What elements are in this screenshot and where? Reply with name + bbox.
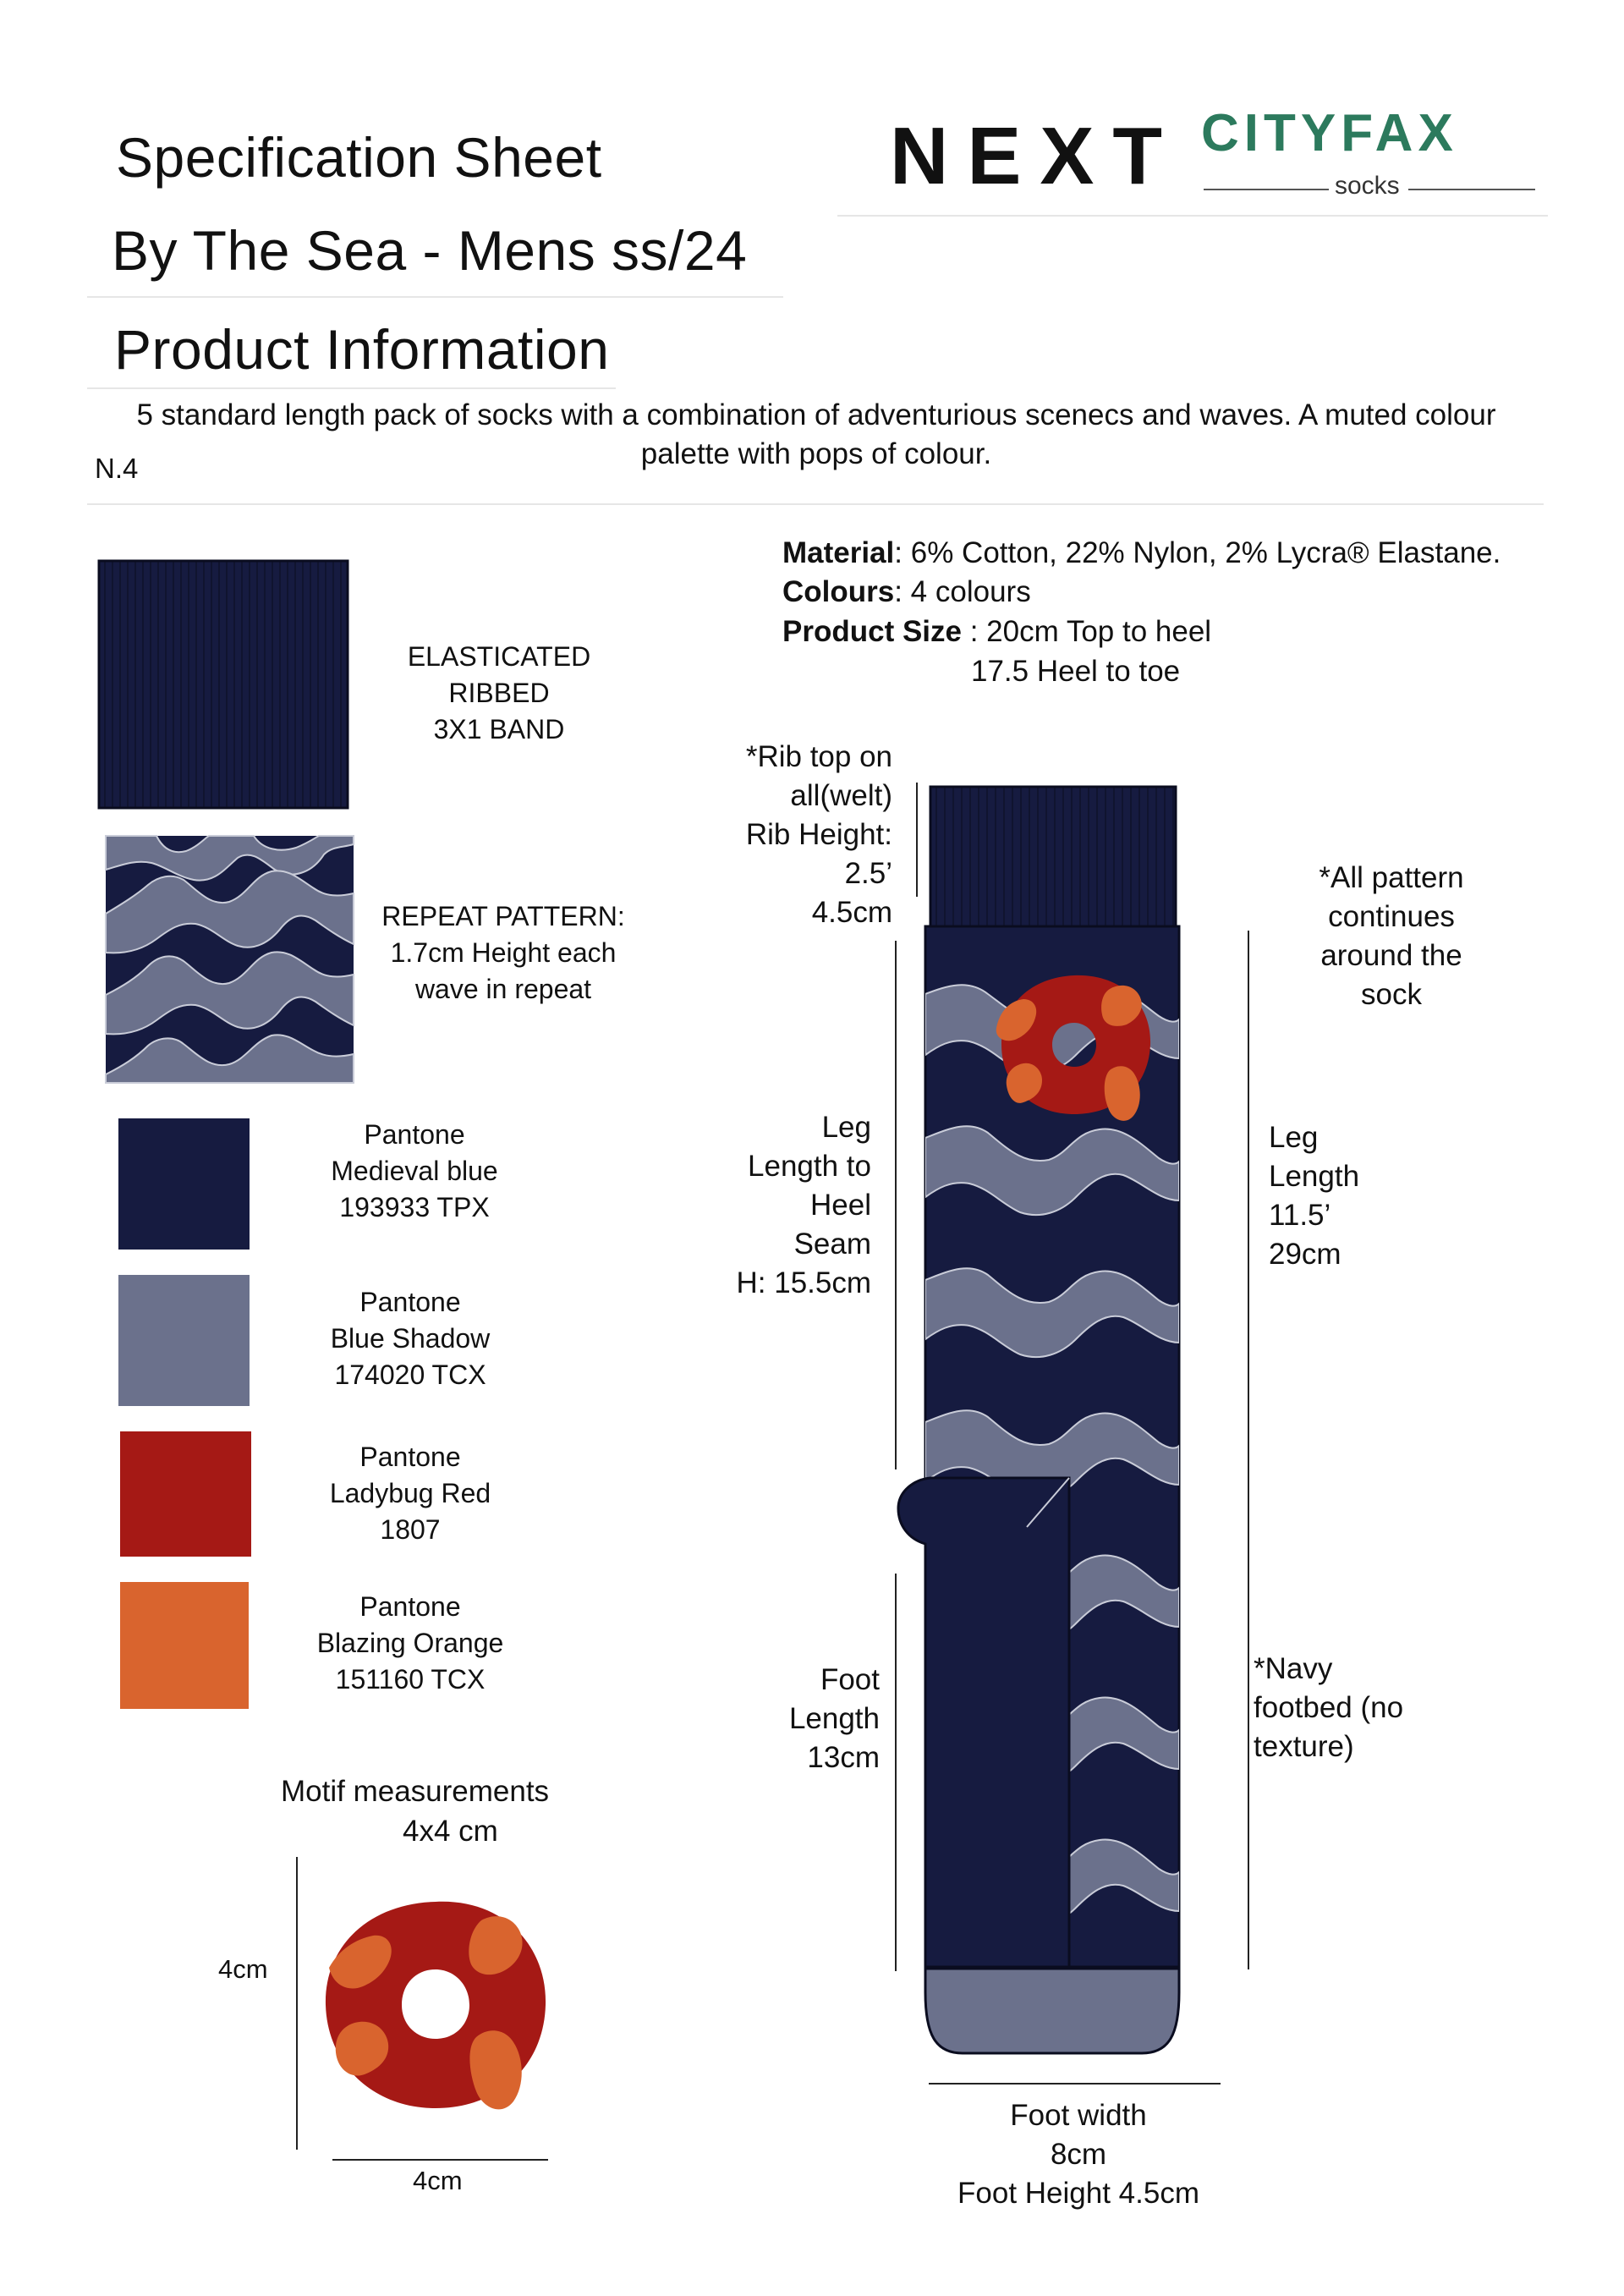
repeat-label: REPEAT PATTERN: 1.7cm Height each wave in repeat <box>381 901 625 1004</box>
sock-welt <box>930 787 1176 931</box>
cityfax-logo-rule-left <box>1204 189 1329 190</box>
leg-length-rule <box>1248 931 1249 1969</box>
description-divider <box>87 503 1544 505</box>
sock-footbed <box>898 1478 1069 1967</box>
rib-label: ELASTICATED RIBBED 3X1 BAND <box>407 641 591 744</box>
spec-size <box>782 612 1211 651</box>
navy-footbed-annotation: *Navy footbed (no texture) <box>1254 1652 1404 1763</box>
sock-illustration <box>888 783 1226 2077</box>
swatch-blue-shadow <box>118 1275 250 1406</box>
rib-annotation: *Rib top on all(welt) Rib Height: 2.5’ 4.5cm <box>745 740 892 929</box>
swatch-label-blue-shadow: Pantone Blue Shadow 174020 TCX <box>330 1287 491 1390</box>
section-title: Product Information <box>114 318 610 381</box>
swatch-medieval-blue <box>118 1118 250 1250</box>
foot-width-rule <box>929 2083 1221 2085</box>
leg-heel-annotation: Leg Length to Heel Seam H: 15.5cm <box>736 1111 871 1299</box>
page-title: Specification Sheet <box>116 126 602 189</box>
cityfax-logo-rule-right <box>1408 189 1535 190</box>
product-name: By The Sea - Mens ss/24 <box>112 219 748 282</box>
cityfax-logo: CITYFAX <box>1201 104 1458 162</box>
spec-colours-value: : 4 colours <box>894 575 1031 608</box>
spec-size-label: Product Size <box>782 615 962 648</box>
product-code: N.4 <box>95 453 139 484</box>
header-divider <box>837 215 1548 217</box>
spec-material-label: Material <box>782 536 895 569</box>
motif-size: 4x4 cm <box>403 1815 498 1848</box>
swatch-blazing-orange <box>120 1582 249 1709</box>
cityfax-logo-sub: socks <box>1335 172 1400 200</box>
swatch-label-medieval-blue: Pantone Medieval blue 193933 TPX <box>331 1119 498 1222</box>
swatch-label-blazing-orange: Pantone Blazing Orange 151160 TCX <box>316 1591 504 1695</box>
motif-height-label: 4cm <box>218 1954 268 1984</box>
spec-colours-label: Colours <box>782 575 895 608</box>
motif-width-label: 4cm <box>413 2166 463 2195</box>
lifebuoy-motif <box>317 1887 554 2123</box>
foot-length-annotation: Foot Length 13cm <box>788 1663 880 1774</box>
section-title-divider <box>87 387 616 389</box>
pattern-annotation: *All pattern continues around the sock <box>1319 861 1464 1011</box>
motif-height-rule <box>296 1857 298 2150</box>
swatch-label-ladybug-red: Pantone Ladybug Red 1807 <box>329 1442 491 1545</box>
leg-length-annotation: Leg Length 11.5’ 29cm <box>1269 1121 1360 1271</box>
spec-material-value: : 6% Cotton, 22% Nylon, 2% Lycra® Elastane. <box>894 536 1501 569</box>
spec-colours <box>782 572 1031 612</box>
foot-length-rule <box>895 1574 897 1971</box>
product-name-divider <box>87 296 783 298</box>
next-logo: NEXT <box>890 111 1182 201</box>
spec-size-value: : 20cm Top to heel <box>961 615 1212 648</box>
wave-repeat-swatch <box>106 836 354 1083</box>
leg-heel-rule <box>895 941 897 1469</box>
sock-toe <box>925 1969 1179 2053</box>
foot-width-annotation: Foot width 8cm Foot Height 4.5cm <box>957 2099 1199 2210</box>
rib-height-rule <box>916 783 918 897</box>
swatch-ladybug-red <box>120 1431 251 1557</box>
rib-texture-swatch <box>99 561 348 808</box>
motif-title: Motif measurements <box>281 1775 550 1808</box>
spec-material <box>782 533 1501 573</box>
motif-width-rule <box>332 2159 548 2161</box>
product-description: 5 standard length pack of socks with a combination of adventurious scenecs and waves. A muted colour palette with pops of colour. <box>136 398 1496 470</box>
spec-size-value-2: 17.5 Heel to toe <box>971 655 1181 688</box>
